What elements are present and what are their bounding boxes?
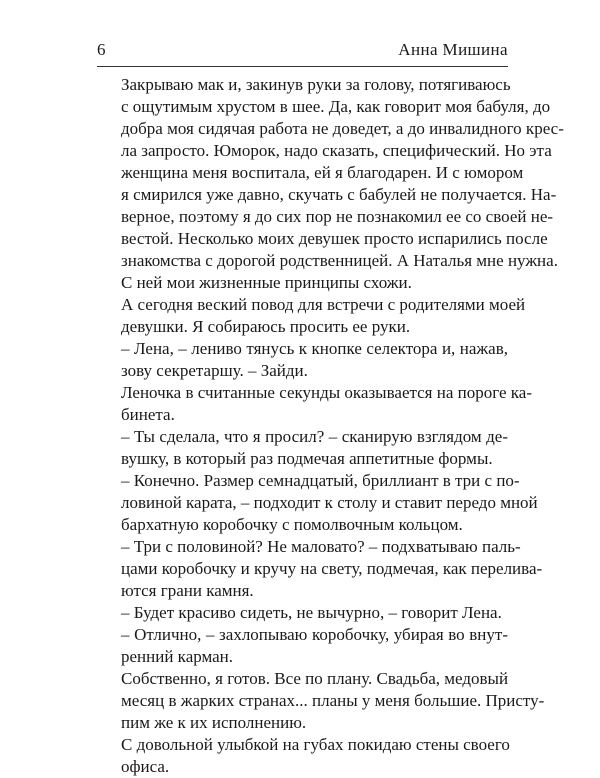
- text-line: вестой. Несколько моих девушек просто испарились после: [121, 229, 548, 248]
- text-line: ловиной карата, – подходит к столу и ставит передо мной: [121, 493, 538, 512]
- paragraph: [97, 74, 564, 294]
- text-line: Закрываю мак и, закинув руки за голову, потягиваюсь: [121, 75, 511, 94]
- text-line: – Ты сделала, что я просил? – сканирую взглядом де-: [121, 427, 508, 446]
- text-line: – Отлично, – захлопываю коробочку, убирая во внут-: [121, 625, 508, 644]
- paragraph: [97, 470, 538, 536]
- text-line: Леночка в считанные секунды оказывается на пороге ка-: [121, 383, 532, 402]
- text-line: ренний карман.: [121, 647, 234, 666]
- text-line: ла запросто. Юморок, надо сказать, специфический. Но эта: [121, 141, 552, 160]
- paragraph: [97, 734, 508, 778]
- text-line: месяц в жарких странах... планы у меня большие. Присту-: [121, 691, 545, 710]
- text-line: – Будет красиво сидеть, не вычурно, – говорит Лена.: [121, 603, 502, 622]
- paragraph: [97, 624, 508, 668]
- text-line: – Три с половиной? Не маловато? – подхватываю паль-: [121, 537, 521, 556]
- text-line: знакомства с дорогой родственницей. А Наталья мне нужна.: [121, 251, 558, 270]
- text-line: – Лена, – лениво тянусь к кнопке селектора и, нажав,: [121, 339, 508, 358]
- paragraph: [97, 602, 508, 624]
- text-line: офиса.: [121, 757, 170, 776]
- paragraph: [97, 426, 508, 470]
- text-line: Собственно, я готов. Все по плану. Свадьба, медовый: [121, 669, 509, 688]
- text-line: бархатную коробочку с помолвочным кольцом.: [121, 515, 463, 534]
- text-line: вушку, в который раз подмечая аппетитные формы.: [121, 449, 493, 468]
- text-line: цами коробочку и кручу на свету, подмечая, как перелива-: [121, 559, 543, 578]
- paragraph: [97, 382, 532, 426]
- text-line: зову секретаршу. – Зайди.: [121, 361, 308, 380]
- text-line: ются грани камня.: [121, 581, 254, 600]
- header-rule: [97, 66, 508, 67]
- paragraph: [97, 294, 526, 338]
- text-line: пим же к их исполнению.: [121, 713, 307, 732]
- text-line: А сегодня веский повод для встречи с родителями моей: [121, 295, 526, 314]
- text-line: С ней мои жизненные принципы схожи.: [121, 273, 412, 292]
- text-line: верное, поэтому я до сих пор не познакомил ее со своей не-: [121, 207, 554, 226]
- paragraph: [97, 536, 543, 602]
- text-line: с ощутимым хрустом в шее. Да, как говорит моя бабуля, до: [121, 97, 551, 116]
- text-line: добра моя сидячая работа не доведет, а до инвалидного крес-: [121, 119, 564, 138]
- text-line: С довольной улыбкой на губах покидаю стены своего: [121, 735, 510, 754]
- paragraph: [97, 668, 545, 734]
- text-line: бинета.: [121, 405, 175, 424]
- body-text: [97, 74, 564, 778]
- text-line: я смирился уже давно, скучать с бабулей не получается. На-: [121, 185, 557, 204]
- running-title-author: Анна Мишина: [398, 40, 508, 59]
- text-line: – Конечно. Размер семнадцатый, бриллиант в три с по-: [121, 471, 520, 490]
- paragraph: [97, 338, 508, 382]
- text-line: девушки. Я собираюсь просить ее руки.: [121, 317, 411, 336]
- text-line: женщина меня воспитала, ей я благодарен. И с юмором: [121, 163, 524, 182]
- page-number: 6: [97, 40, 106, 59]
